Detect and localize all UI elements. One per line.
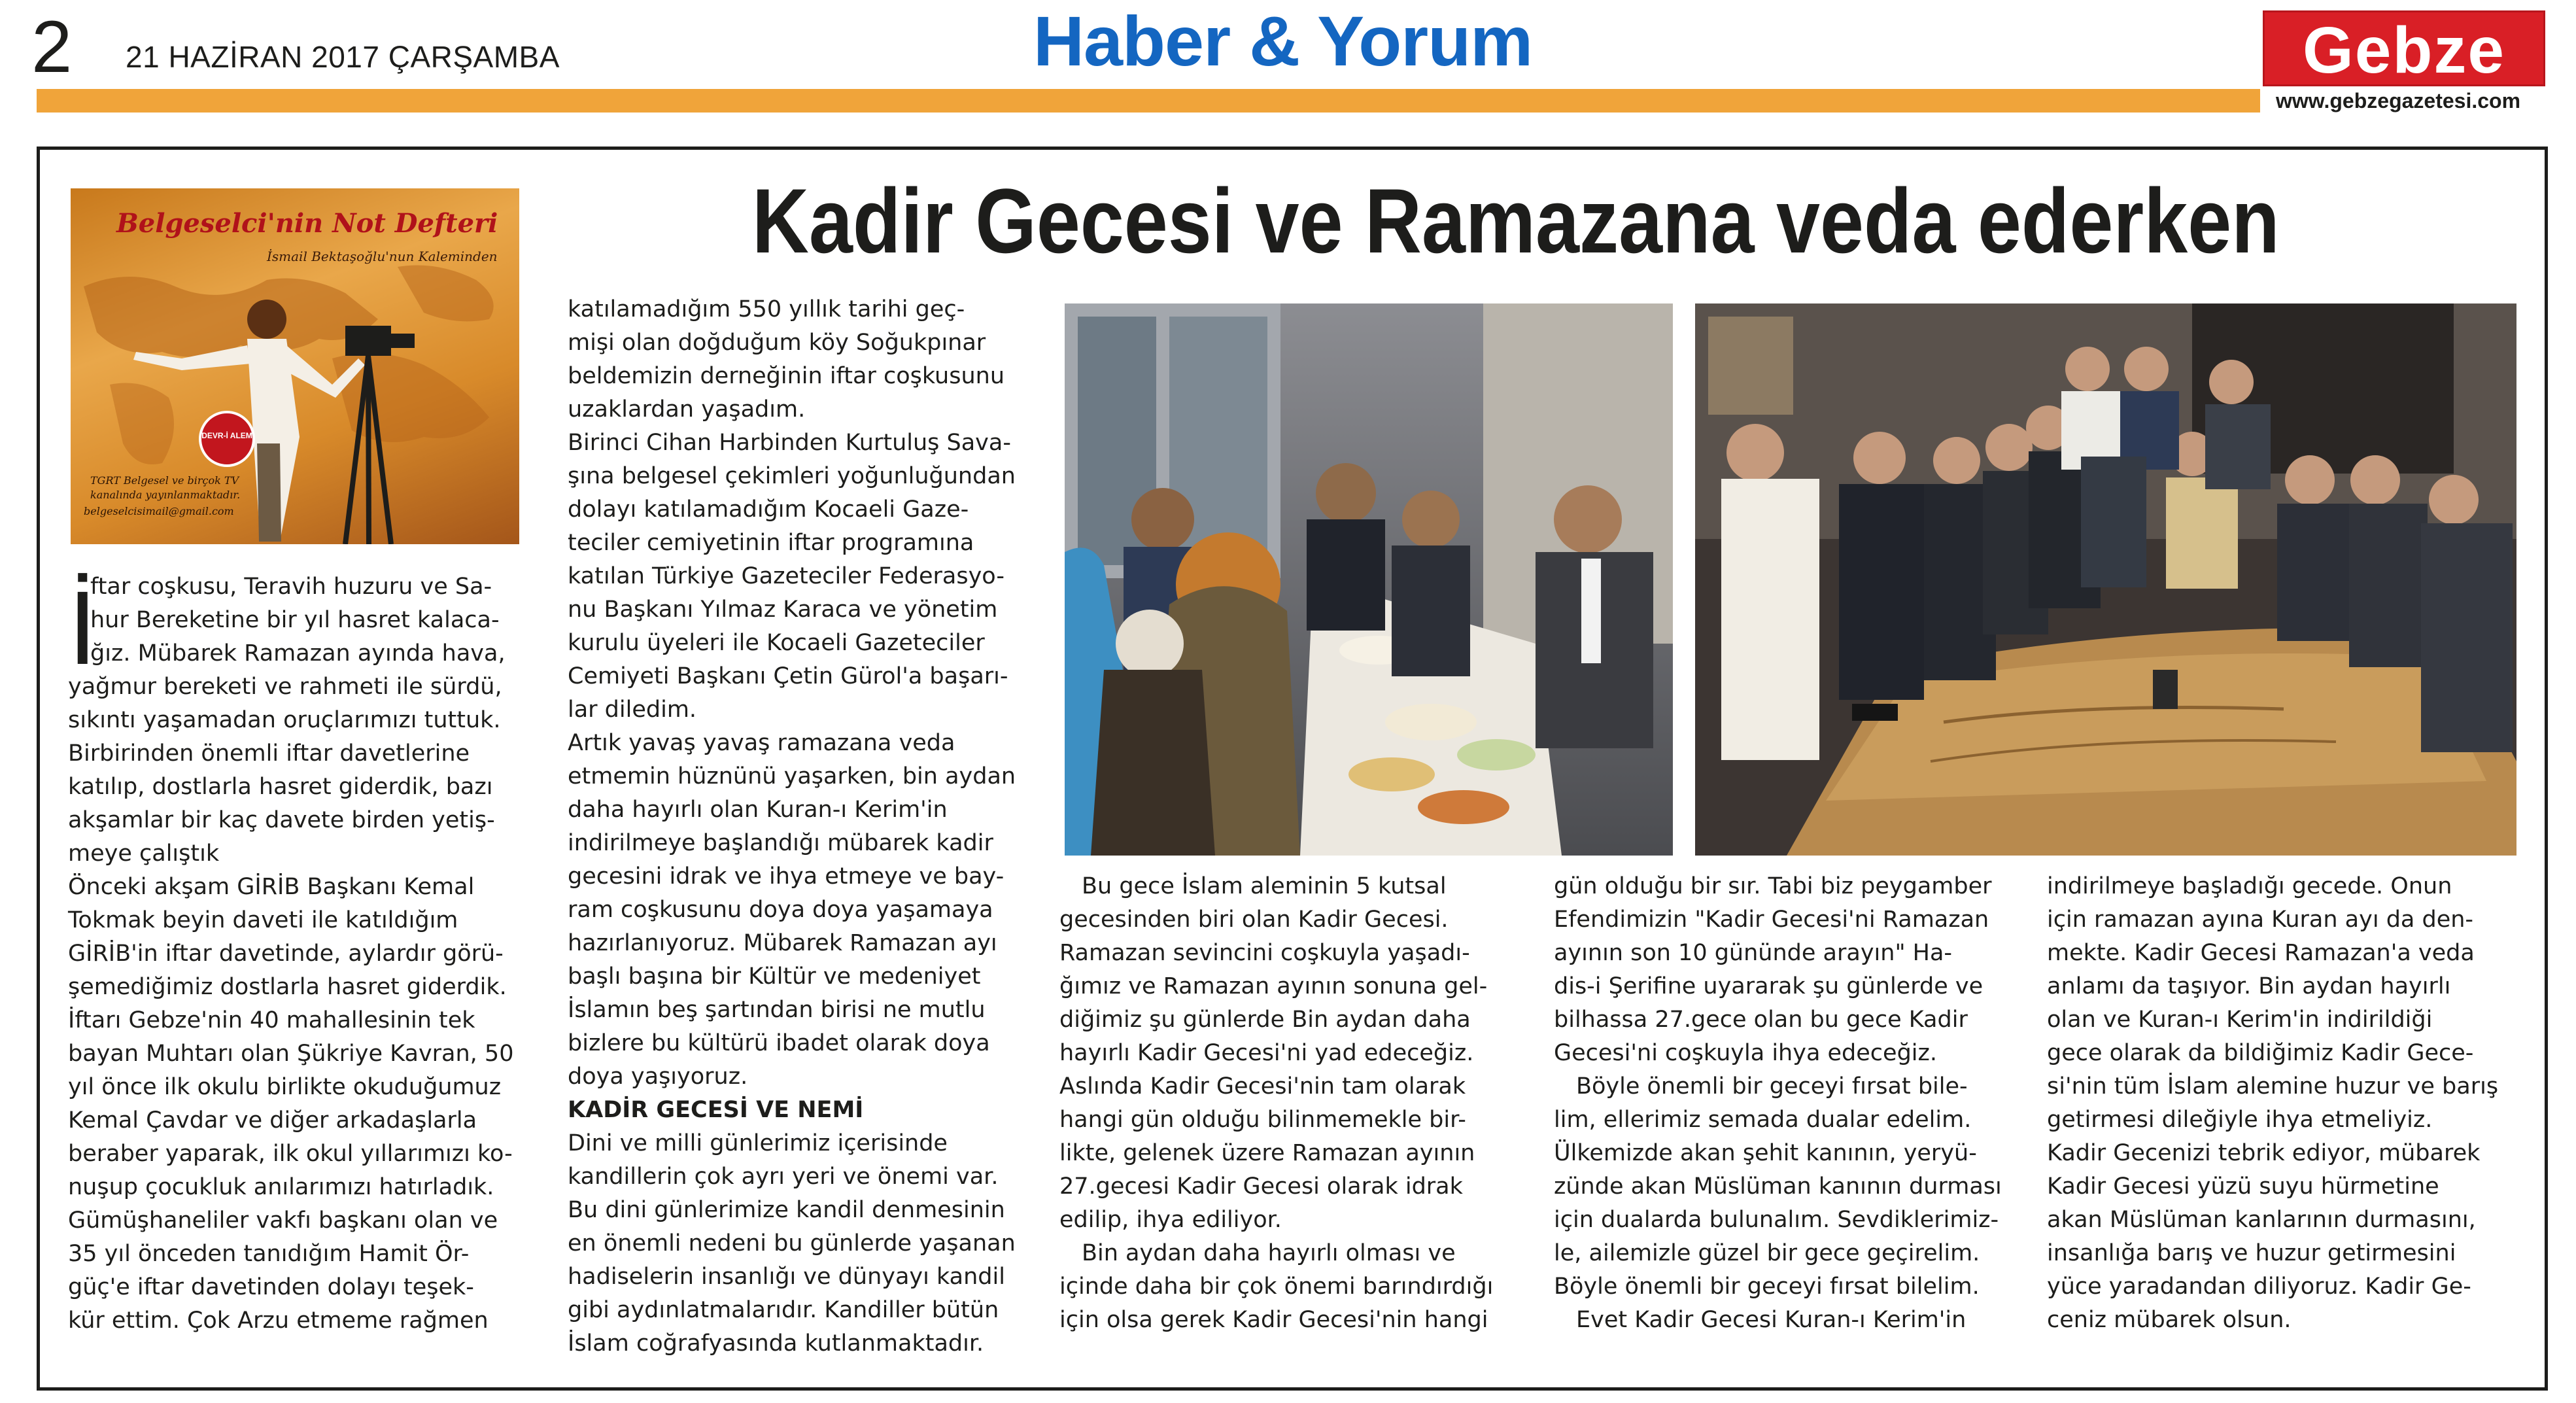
article-headline: Kadir Gecesi ve Ramazana veda ederken <box>752 169 2280 272</box>
badge-subtitle: İsmail Bektaşoğlu'nun Kaleminden <box>267 249 498 264</box>
text-line: diğimiz şu günlerde Bin aydan daha <box>1059 1007 1471 1033</box>
badge-caption <box>90 474 260 502</box>
text-line: Cemiyeti Başkanı Çetin Gürol'a başarı- <box>568 663 1008 689</box>
text-line: şına belgesel çekimleri yoğunluğundan <box>568 463 1016 489</box>
text-line: uzaklardan yaşadım. <box>568 396 806 423</box>
text-line: mişi olan doğduğum köy Soğukpınar <box>568 330 986 356</box>
article-column-5 <box>2047 870 2537 1337</box>
text-line: için ramazan ayına Kuran ayı da den- <box>2047 907 2474 933</box>
text-line: 35 yıl önceden tanıdığım Hamit Ör- <box>68 1241 470 1267</box>
article-column-3 <box>1059 870 1543 1337</box>
text-line: teciler cemiyetinin iftar programına <box>568 530 974 556</box>
text-line: İslam coğrafyasında kutlanmaktadır. <box>568 1330 984 1357</box>
text-line: Kadir Gecenizi tebrik ediyor, mübarek <box>2047 1140 2481 1166</box>
text-line: bizlere bu kültürü ibadet olarak doya <box>568 1030 990 1056</box>
group-table-photo-illustration <box>1695 303 2516 856</box>
text-line: başlı başına bir Kültür ve medeniyet <box>568 963 981 990</box>
text-line: ğız. Mübarek Ramazan ayında hava, <box>90 640 506 667</box>
badge-email: belgeselcisimail@gmail.com <box>84 505 234 517</box>
text-line: Böyle önemli bir geceyi fırsat bilelim. <box>1554 1273 1980 1300</box>
text-line: bilhassa 27.gece olan bu gece Kadir <box>1554 1007 1968 1033</box>
text-line: likte, gelenek üzere Ramazan ayının <box>1059 1140 1475 1166</box>
text-line: getirmesi dileğiyle ihya etmeliyiz. <box>2047 1107 2433 1133</box>
group-table-photo <box>1695 303 2516 856</box>
text-line: Artık yavaş yavaş ramazana veda <box>568 730 955 756</box>
text-line: hazırlanıyoruz. Mübarek Ramazan ayı <box>568 930 997 956</box>
text-line: Kadir Gecesi yüzü suyu hürmetine <box>2047 1173 2439 1200</box>
text-line: nu Başkanı Yılmaz Karaca ve yönetim <box>568 597 998 623</box>
text-line: Bu gece İslam aleminin 5 kutsal <box>1082 873 1447 899</box>
header-rule <box>37 89 2260 113</box>
text-line: ftar coşkusu, Teravih huzuru ve Sa- <box>90 574 492 600</box>
text-line: Efendimizin "Kadir Gecesi'ni Ramazan <box>1554 907 1989 933</box>
text-line: hur Bereketine bir yıl hasret kalaca- <box>90 607 500 633</box>
text-line: lar diledim. <box>568 697 697 723</box>
text-line: Bin aydan daha hayırlı olması ve <box>1082 1240 1456 1266</box>
text-line: Ülkemizde akan şehit kanının, yeryü- <box>1554 1140 1977 1166</box>
text-line: beldemizin derneğinin iftar coşkusunu <box>568 363 1005 389</box>
article-column-1 <box>68 570 539 1338</box>
article-subheading: KADİR GECESİ VE NEMİ <box>568 1097 864 1123</box>
text-line: kür ettim. Çok Arzu etmeme rağmen <box>68 1308 489 1334</box>
text-line: edilip, ihya ediliyor. <box>1059 1207 1282 1233</box>
text-line: Aslında Kadir Gecesi'nin tam olarak <box>1059 1073 1466 1100</box>
text-line: dolayı katılamadığım Kocaeli Gaze- <box>568 496 969 523</box>
text-line: katılıp, dostlarla hasret giderdik, bazı <box>68 774 493 800</box>
text-line: le, ailemizle güzel bir gece geçirelim. <box>1554 1240 1980 1266</box>
text-line: Bu dini günlerimize kandil denmesinin <box>568 1197 1005 1223</box>
text-line: en önemli nedeni bu günlerde yaşanan <box>568 1230 1016 1256</box>
logo-text: Gebze <box>2302 14 2506 87</box>
issue-date: 21 HAZİRAN 2017 ÇARŞAMBA <box>126 40 560 74</box>
text-line: ram coşkusunu doya doya yaşamaya <box>568 897 993 923</box>
text-line: si'nin tüm İslam alemine huzur ve barış <box>2047 1073 2499 1100</box>
text-line: meye çalıştık <box>68 840 220 867</box>
text-line: Kemal Çavdar ve diğer arkadaşlarla <box>68 1107 477 1134</box>
text-line: Birbirinden önemli iftar davetlerine <box>68 740 470 767</box>
text-line: İslamın beş şartından birisi ne mutlu <box>568 997 986 1023</box>
columnist-badge <box>71 188 519 544</box>
text-line: gün olduğu bir sır. Tabi biz peygamber <box>1554 873 1992 899</box>
drop-cap: İ <box>68 569 97 686</box>
text-line: Gümüşhaneliler vakfı başkanı olan ve <box>68 1207 498 1234</box>
text-line: olan ve Kuran-ı Kerim'in indirildiği <box>2047 1007 2433 1033</box>
text-line: için dualarda bulunalım. Sevdiklerimiz- <box>1554 1207 1999 1233</box>
text-line: ğımız ve Ramazan ayının sonuna gel- <box>1059 973 1488 999</box>
article-column-2 <box>568 293 1039 1360</box>
text-line: akan Müslüman kanlarının durmasını, <box>2047 1207 2476 1233</box>
page-number: 2 <box>31 6 73 88</box>
text-line: katılamadığım 550 yıllık tarihi geç- <box>568 296 965 322</box>
text-line: lim, ellerimiz semada dualar edelim. <box>1554 1107 1972 1133</box>
devr-i-alem-seal: DEVR-İ ALEM <box>199 411 255 467</box>
article-column-4 <box>1554 870 2038 1337</box>
text-line: Ramazan sevincini coşkuyla yaşadı- <box>1059 940 1470 966</box>
newspaper-logo <box>2263 10 2545 86</box>
text-line: akşamlar bir kaç davete birden yetiş- <box>68 807 495 833</box>
text-line: şemediğimiz dostlarla hasret giderdik. <box>68 974 507 1000</box>
text-line: Dini ve milli günlerimiz içerisinde <box>568 1130 948 1156</box>
text-line: doya yaşıyoruz. <box>568 1064 748 1090</box>
text-line: bayan Muhtarı olan Şükriye Kavran, 50 <box>68 1041 514 1067</box>
text-line: içinde daha bir çok önemi barındırdığı <box>1059 1273 1494 1300</box>
text-line: anlamı da taşıyor. Bin aydan hayırlı <box>2047 973 2451 999</box>
badge-caption-line1: TGRT Belgesel ve birçok TV <box>90 474 239 487</box>
text-line: indirilmeye başlandığı mübarek kadir <box>568 830 993 856</box>
text-line: Tokmak beyin daveti ile katıldığım <box>68 907 458 933</box>
text-line: güç'e iftar davetinden dolayı teşek- <box>68 1274 474 1300</box>
newspaper-url: www.gebzegazetesi.com <box>2276 89 2521 113</box>
text-line: hadiselerin insanlığı ve dünyayı kandil <box>568 1264 1005 1290</box>
badge-title: Belgeselci'nin Not Defteri <box>116 208 498 239</box>
text-line: İftarı Gebze'nin 40 mahallesinin tek <box>68 1007 475 1033</box>
badge-caption-line2: kanalında yayınlanmaktadır. <box>90 489 241 501</box>
text-line: yağmur bereketi ve rahmeti ile sürdü, <box>68 674 502 700</box>
text-line: ayının son 10 gününde arayın" Ha- <box>1554 940 1953 966</box>
iftar-dinner-photo <box>1065 303 1673 856</box>
text-line: ceniz mübarek olsun. <box>2047 1307 2292 1333</box>
text-line: GİRİB'in iftar davetinde, aylardır görü- <box>68 941 504 967</box>
text-line: hayırlı Kadir Gecesi'ni yad edeceğiz. <box>1059 1040 1474 1066</box>
text-line: insanlığa barış ve huzur getirmesini <box>2047 1240 2456 1266</box>
text-line: daha hayırlı olan Kuran-ı Kerim'in <box>568 797 948 823</box>
text-line: indirilmeye başladığı gecede. Onun <box>2047 873 2452 899</box>
text-line: 27.gecesi Kadir Gecesi olarak idrak <box>1059 1173 1463 1200</box>
text-line: beraber yaparak, ilk okul yıllarımızı ko- <box>68 1141 513 1167</box>
text-line: için olsa gerek Kadir Gecesi'nin hangi <box>1059 1307 1488 1333</box>
text-line: hangi gün olduğu bilinmemekle bir- <box>1059 1107 1466 1133</box>
text-line: yüce yaradandan diliyoruz. Kadir Ge- <box>2047 1273 2471 1300</box>
iftar-dinner-photo-illustration <box>1065 303 1673 856</box>
text-line: mekte. Kadir Gecesi Ramazan'a veda <box>2047 940 2475 966</box>
text-line: yıl önce ilk okulu birlikte okuduğumuz <box>68 1074 502 1100</box>
text-line: kandillerin çok ayrı yeri ve önemi var. <box>568 1164 999 1190</box>
text-line: Evet Kadir Gecesi Kuran-ı Kerim'in <box>1576 1307 1966 1333</box>
text-line: gecesini idrak ve ihya etmeye ve bay- <box>568 863 1005 890</box>
text-line: etmemin hüznünü yaşarken, bin aydan <box>568 763 1016 789</box>
text-line: kurulu üyeleri ile Kocaeli Gazeteciler <box>568 630 985 656</box>
section-title: Haber & Yorum <box>1033 1 1533 80</box>
text-line: dis-i Şerifine uyararak şu günlerde ve <box>1554 973 1984 999</box>
text-line: Birinci Cihan Harbinden Kurtuluş Sava- <box>568 430 1011 456</box>
text-line: gecesinden biri olan Kadir Gecesi. <box>1059 907 1449 933</box>
text-line: nuşup çocukluk anılarımızı hatırladık. <box>68 1174 494 1200</box>
text-line: Gecesi'ni coşkuyla ihya edeceğiz. <box>1554 1040 1938 1066</box>
text-line: zünde akan Müslüman kanının durması <box>1554 1173 2002 1200</box>
text-line: katılan Türkiye Gazeteciler Federasyo- <box>568 563 1005 589</box>
text-line: gece olarak da bildiğimiz Kadir Gece- <box>2047 1040 2474 1066</box>
text-line: gibi aydınlatmalarıdır. Kandiller bütün <box>568 1297 999 1323</box>
text-line: Böyle önemli bir geceyi fırsat bile- <box>1576 1073 1968 1100</box>
text-line: Önceki akşam GİRİB Başkanı Kemal <box>68 874 475 900</box>
text-line: sıkıntı yaşamadan oruçlarımızı tuttuk. <box>68 707 501 733</box>
